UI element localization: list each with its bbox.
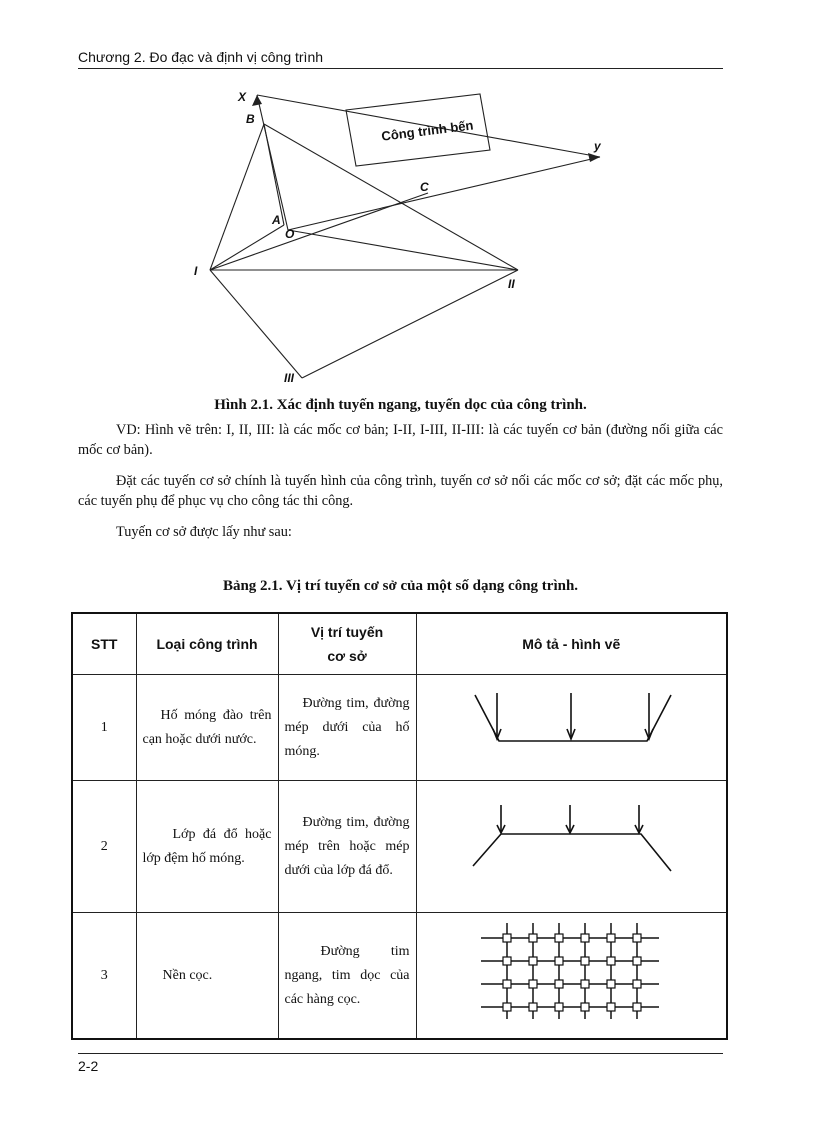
rock-fill-drawing <box>417 781 726 907</box>
header-position-text: Vị trí tuyến cơ sở <box>310 624 384 664</box>
row-1-type-text: Hố móng đào trên cạn hoặc dưới nước. <box>142 707 272 747</box>
row-3-position <box>278 913 416 1040</box>
line-b-i <box>210 124 264 270</box>
figure-2-1-diagram <box>180 80 620 390</box>
table-row <box>72 913 727 1040</box>
row-1-drawing <box>416 675 727 781</box>
label-c: C <box>420 180 429 194</box>
label-b: B <box>246 112 255 126</box>
row-3-type-text: Nền cọc. <box>162 967 213 983</box>
line-iii-ii <box>302 270 518 378</box>
row-2-position <box>278 781 416 913</box>
page-number: 2-2 <box>78 1058 99 1074</box>
label-iii: III <box>284 371 295 385</box>
header-position <box>278 613 416 675</box>
paragraph-example: VD: Hình vẽ trên: I, II, III: là các mốc cơ bản; I-II, I-III, II-III: là các tuyến cơ bản (đường nối giữa các mốc cơ bản). <box>78 422 723 458</box>
row-3-stt: 3 <box>72 913 136 1040</box>
x-arrowhead <box>252 95 262 106</box>
header-type <box>136 613 278 675</box>
row-1-type <box>136 675 278 781</box>
footer-rule <box>78 1053 723 1054</box>
row-2-position-text: Đường tim, đường mép trên hoặc mép dưới của lớp đá đổ. <box>284 814 410 878</box>
line-i-iii <box>210 270 302 378</box>
row-1-stt: 1 <box>72 675 136 781</box>
header-desc: Mô tả - hình vẽ <box>416 613 727 675</box>
paragraph-intro: Tuyến cơ sở được lấy như sau: <box>116 524 292 540</box>
row-1-position <box>278 675 416 781</box>
line-b-a <box>264 124 284 225</box>
table-row <box>72 781 727 913</box>
header-type-text: Loại công trình <box>156 636 258 652</box>
row-2-type <box>136 781 278 913</box>
pile-grid-drawing <box>417 913 726 1033</box>
label-x: X <box>238 90 247 104</box>
paragraph-baselines: Đặt các tuyến cơ sở chính là tuyến hình của công trình, tuyến cơ sở nối các mốc cơ sở; đặt các mốc phụ, các tuyến phụ để phục vụ cho công tác thi công. <box>78 473 723 509</box>
page-header: Chương 2. Đo đạc và định vị công trình <box>78 49 324 65</box>
excavation-pit-drawing <box>417 675 726 775</box>
label-ii: II <box>508 277 515 291</box>
header-rule <box>78 68 723 69</box>
row-3-drawing <box>416 913 727 1040</box>
label-a: A <box>272 213 281 227</box>
label-structure: Công trình bến <box>380 117 475 144</box>
label-i: I <box>194 264 198 278</box>
table-header-row <box>72 613 727 675</box>
table-row <box>72 675 727 781</box>
header-stt: STT <box>72 613 136 675</box>
y-axis-line <box>288 157 600 230</box>
row-2-type-text: Lớp đá đổ hoặc lớp đệm hố móng. <box>142 826 272 866</box>
line-i-c <box>210 193 428 270</box>
label-y: y <box>594 139 601 153</box>
row-2-drawing <box>416 781 727 913</box>
table-title: Bảng 2.1. Vị trí tuyến cơ sở của một số dạng công trình. <box>222 578 579 594</box>
baseline-table <box>71 612 728 1040</box>
figure-caption: Hình 2.1. Xác định tuyến ngang, tuyến dọc của công trình. <box>214 397 587 413</box>
label-o: O <box>285 227 295 241</box>
x-axis-line <box>257 95 288 230</box>
row-3-position-text: Đường tim ngang, tim dọc của các hàng cọc. <box>284 943 410 1007</box>
row-2-stt: 2 <box>72 781 136 913</box>
y-arrowhead <box>588 153 600 162</box>
row-3-type <box>136 913 278 1040</box>
row-1-position-text: Đường tim, đường mép dưới của hố móng. <box>284 695 410 759</box>
